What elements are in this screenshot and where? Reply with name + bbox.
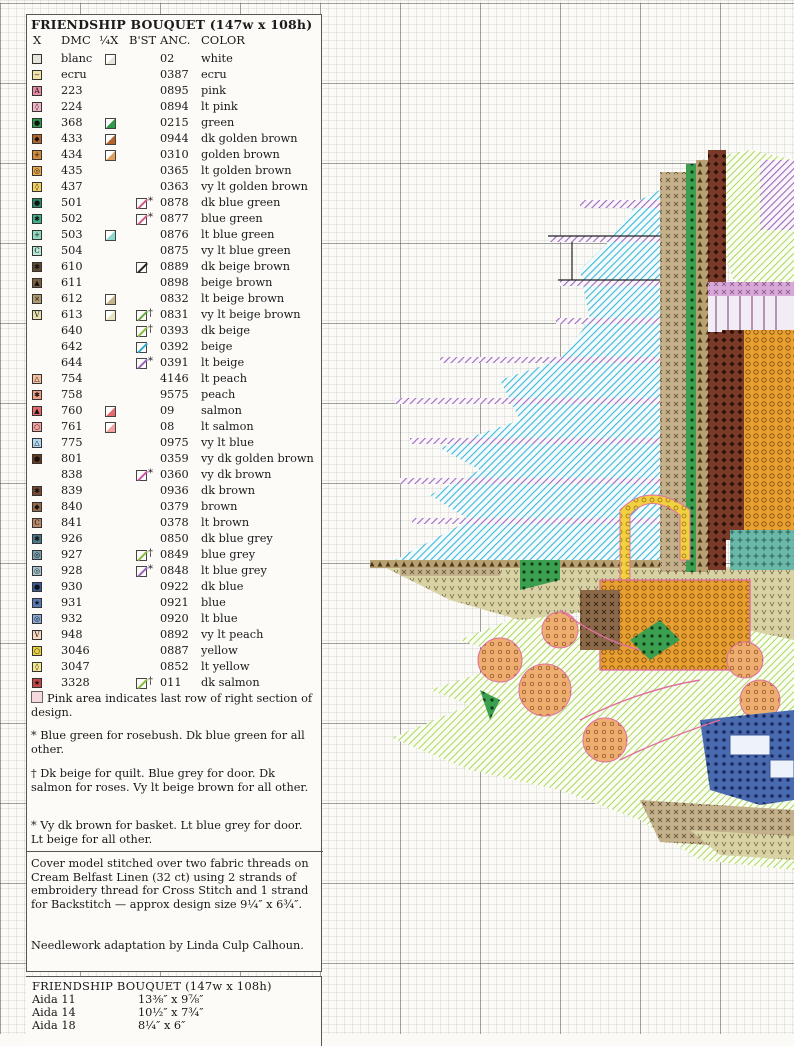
anchor-number: 4146 (160, 372, 189, 385)
stitch-symbol-icon: ○ (33, 423, 41, 431)
color-name: lt peach (201, 372, 247, 385)
anchor-number: 0359 (160, 452, 189, 465)
legend-row (27, 275, 323, 291)
legend-row (27, 323, 323, 339)
backstitch-swatch-icon (136, 342, 147, 353)
anchor-number: 0379 (160, 500, 189, 513)
footnote-mark: * (148, 468, 153, 479)
color-name: dk brown (201, 484, 256, 497)
legend-row (27, 99, 323, 115)
color-name: yellow (201, 644, 238, 657)
footnote-mark: * (148, 564, 153, 575)
header-anc: ANC. (160, 33, 191, 47)
dmc-number: 761 (61, 420, 83, 433)
color-name: dk beige (201, 324, 251, 337)
color-name: pink (201, 84, 226, 97)
legend-row (27, 675, 323, 691)
backstitch-swatch-icon (136, 470, 147, 481)
dmc-number: 612 (61, 292, 83, 305)
color-name: vy lt blue green (201, 244, 291, 257)
anchor-number: 0849 (160, 548, 189, 561)
backstitch-swatch-icon (136, 326, 147, 337)
color-name: brown (201, 500, 238, 513)
quarter-stitch-swatch-icon (105, 406, 116, 417)
dmc-number: ecru (61, 68, 87, 81)
legend-row (27, 515, 323, 531)
dmc-number: 841 (61, 516, 83, 529)
stitch-symbol-icon: ✱ (32, 390, 42, 400)
legend-row (27, 643, 323, 659)
legend-row (27, 243, 323, 259)
anchor-number: 9575 (160, 388, 189, 401)
quarter-stitch-swatch-icon (105, 54, 116, 65)
legend-row (27, 467, 323, 483)
sizes-title: FRIENDSHIP BOUQUET (147w x 108h) (32, 979, 272, 993)
legend-row (27, 355, 323, 371)
note-asterisk-1: * Blue green for rosebush. Dk blue green for all other. (31, 729, 305, 756)
footnote-mark: † (148, 308, 153, 319)
dmc-number: blanc (61, 52, 93, 65)
dmc-number: 224 (61, 100, 83, 113)
stitch-symbol-icon: A (32, 86, 42, 96)
stitch-symbol-icon: ◎ (33, 615, 41, 623)
stitch-symbol-icon: ◎ (33, 567, 41, 575)
anchor-number: 0876 (160, 228, 189, 241)
backstitch-swatch-icon (136, 358, 147, 369)
legend-row (27, 211, 323, 227)
stitch-symbol-icon: ○ (33, 647, 41, 655)
legend-row (27, 195, 323, 211)
legend-row (27, 403, 323, 419)
quarter-stitch-swatch-icon (105, 150, 116, 161)
anchor-number: 0848 (160, 564, 189, 577)
legend-row (27, 115, 323, 131)
legend-row (27, 163, 323, 179)
fabric-name: Aida 11 (32, 993, 76, 1006)
fabric-name: Aida 14 (32, 1006, 76, 1019)
color-name: vy lt beige brown (201, 308, 301, 321)
stitch-symbol-icon: ◆ (32, 134, 42, 144)
color-key-panel (26, 14, 322, 972)
dmc-number: 930 (61, 580, 83, 593)
stitch-symbol-icon: × (32, 294, 42, 304)
dmc-number: 642 (61, 340, 83, 353)
stitch-symbol-icon: ◎ (33, 551, 41, 559)
legend-row (27, 547, 323, 563)
legend-row (27, 179, 323, 195)
dmc-number: 613 (61, 308, 83, 321)
legend-row (27, 147, 323, 163)
footnote-mark: * (148, 356, 153, 367)
header-color: COLOR (201, 33, 245, 47)
legend-row (27, 483, 323, 499)
stitch-symbol-icon: ◊ (32, 102, 42, 112)
dmc-number: 437 (61, 180, 83, 193)
color-name: dk golden brown (201, 132, 298, 145)
stitch-symbol-icon: V (32, 310, 42, 320)
dmc-number: 223 (61, 84, 83, 97)
stitch-symbol-icon: V (32, 630, 42, 640)
fabric-name: Aida 18 (32, 1019, 76, 1032)
color-name: dk blue green (201, 196, 281, 209)
dmc-number: 927 (61, 548, 83, 561)
divider (27, 851, 323, 852)
legend-row (27, 451, 323, 467)
legend-row (27, 435, 323, 451)
legend-row (27, 227, 323, 243)
anchor-number: 0920 (160, 612, 189, 625)
footnote-mark: † (148, 324, 153, 335)
header-backstitch: B'ST (129, 33, 157, 47)
stitch-symbol-icon: ● (33, 455, 41, 463)
dmc-number: 801 (61, 452, 83, 465)
legend-row (27, 387, 323, 403)
color-name: green (201, 116, 235, 129)
fabric-design-size: 13⅜″ x 9⅞″ (138, 993, 204, 1006)
stitch-symbol-icon: ◊ (32, 662, 42, 672)
anchor-number: 09 (160, 404, 175, 417)
anchor-number: 0378 (160, 516, 189, 529)
legend-row (27, 419, 323, 435)
dmc-number: 368 (61, 116, 83, 129)
stitch-symbol-icon: C (32, 246, 42, 256)
color-name: golden brown (201, 148, 280, 161)
anchor-number: 0831 (160, 308, 189, 321)
design-size-panel (26, 976, 322, 1046)
anchor-number: 011 (160, 676, 182, 689)
dmc-number: 760 (61, 404, 83, 417)
stitch-symbol-icon: ◆ (32, 502, 42, 512)
dmc-number: 932 (61, 612, 83, 625)
legend-title: FRIENDSHIP BOUQUET (147w x 108h) (31, 17, 313, 32)
stitch-symbol-icon: ✱ (32, 262, 42, 272)
stitch-symbol-icon: ● (33, 199, 41, 207)
legend-row (27, 67, 323, 83)
anchor-number: 0922 (160, 580, 189, 593)
footnote-mark: † (148, 676, 153, 687)
quarter-stitch-swatch-icon (105, 118, 116, 129)
dmc-number: 433 (61, 132, 83, 145)
dmc-number: 754 (61, 372, 83, 385)
dmc-number: 3046 (61, 644, 90, 657)
stitch-symbol-icon: △ (32, 374, 42, 384)
quarter-stitch-swatch-icon (105, 310, 116, 321)
stitch-symbol-icon: ✱ (32, 214, 42, 224)
anchor-number: 08 (160, 420, 175, 433)
pink-swatch-icon (31, 691, 43, 703)
stitch-symbol-icon: ● (33, 583, 41, 591)
color-name: lt golden brown (201, 164, 292, 177)
anchor-number: 0895 (160, 84, 189, 97)
dmc-number: 435 (61, 164, 83, 177)
backstitch-swatch-icon (136, 678, 147, 689)
backstitch-swatch-icon (136, 310, 147, 321)
color-name: peach (201, 388, 236, 401)
anchor-number: 0936 (160, 484, 189, 497)
color-name: beige brown (201, 276, 273, 289)
color-name: lt salmon (201, 420, 254, 433)
stitch-symbol-icon: + (32, 150, 42, 160)
anchor-number: 0360 (160, 468, 189, 481)
legend-row (27, 51, 323, 67)
color-name: dk salmon (201, 676, 260, 689)
anchor-number: 0310 (160, 148, 189, 161)
legend-row (27, 531, 323, 547)
anchor-number: 0387 (160, 68, 189, 81)
footnote-mark: * (148, 196, 153, 207)
color-name: ecru (201, 68, 227, 81)
legend-row (27, 307, 323, 323)
dmc-number: 928 (61, 564, 83, 577)
legend-row (27, 371, 323, 387)
legend-row (27, 339, 323, 355)
legend-row (27, 659, 323, 675)
legend-row (27, 627, 323, 643)
dmc-number: 504 (61, 244, 83, 257)
legend-row (27, 563, 323, 579)
legend-row (27, 291, 323, 307)
stitch-symbol-icon (32, 54, 42, 64)
header-dmc: DMC (61, 33, 91, 47)
stitch-symbol-icon: ▲ (32, 406, 42, 416)
anchor-number: 0944 (160, 132, 189, 145)
backstitch-swatch-icon (136, 198, 147, 209)
legend-row (27, 131, 323, 147)
color-name: lt blue (201, 612, 238, 625)
legend-row (27, 611, 323, 627)
stitch-symbol-icon: ✱ (32, 486, 42, 496)
color-name: blue grey (201, 548, 256, 561)
header-x: X (33, 33, 42, 47)
backstitch-swatch-icon (136, 550, 147, 561)
color-name: lt pink (201, 100, 238, 113)
color-name: lt yellow (201, 660, 250, 673)
legend-row (27, 83, 323, 99)
footnote-mark: * (148, 212, 153, 223)
dmc-number: 926 (61, 532, 83, 545)
dmc-number: 838 (61, 468, 83, 481)
anchor-number: 0878 (160, 196, 189, 209)
anchor-number: 0894 (160, 100, 189, 113)
color-name: vy lt peach (201, 628, 264, 641)
dmc-number: 840 (61, 500, 83, 513)
legend-row (27, 259, 323, 275)
color-name: salmon (201, 404, 242, 417)
fabric-design-size: 10½″ x 7¾″ (138, 1006, 204, 1019)
footnote-mark: † (148, 548, 153, 559)
dmc-number: 610 (61, 260, 83, 273)
dmc-number: 611 (61, 276, 83, 289)
backstitch-swatch-icon (136, 214, 147, 225)
color-name: beige (201, 340, 233, 353)
stitch-symbol-icon: ✱ (32, 534, 42, 544)
quarter-stitch-swatch-icon (105, 134, 116, 145)
anchor-number: 0832 (160, 292, 189, 305)
dmc-number: 503 (61, 228, 83, 241)
legend-row (27, 579, 323, 595)
anchor-number: 0877 (160, 212, 189, 225)
anchor-number: 0875 (160, 244, 189, 257)
anchor-number: 0215 (160, 116, 189, 129)
color-name: lt blue grey (201, 564, 267, 577)
note-asterisk-2: * Vy dk brown for basket. Lt blue grey for door. Lt beige for all other. (31, 819, 303, 846)
anchor-number: 0365 (160, 164, 189, 177)
anchor-number: 0887 (160, 644, 189, 657)
color-name: white (201, 52, 233, 65)
stitch-symbol-icon: + (32, 230, 42, 240)
note-dagger: † Dk beige for quilt. Blue grey for door. Dk salmon for roses. Vy lt beige brown for all other. (31, 767, 309, 794)
anchor-number: 0391 (160, 356, 189, 369)
dmc-number: 3328 (61, 676, 90, 689)
anchor-number: 0363 (160, 180, 189, 193)
color-name: dk beige brown (201, 260, 291, 273)
anchor-number: 02 (160, 52, 175, 65)
stitch-symbol-icon: ★ (33, 679, 41, 687)
dmc-number: 775 (61, 436, 83, 449)
cover-model-note: Cover model stitched over two fabric threads on Cream Belfast Linen (32 ct) using 2 strands of embroidery thread for Cross Stitch and 1 strand for Backstitch — approx design size 9¼″ x 6¾″. (31, 857, 309, 911)
color-name: lt beige (201, 356, 245, 369)
color-name: dk blue grey (201, 532, 273, 545)
legend-row (27, 595, 323, 611)
anchor-number: 0852 (160, 660, 189, 673)
dmc-number: 948 (61, 628, 83, 641)
color-name: blue green (201, 212, 263, 225)
anchor-number: 0889 (160, 260, 189, 273)
quarter-stitch-swatch-icon (105, 294, 116, 305)
anchor-number: 0892 (160, 628, 189, 641)
stitch-symbol-icon: △ (32, 438, 42, 448)
pink-area-note: Pink area indicates last row of right section of design. (31, 692, 313, 719)
dmc-number: 758 (61, 388, 83, 401)
quarter-stitch-swatch-icon (105, 230, 116, 241)
anchor-number: 0898 (160, 276, 189, 289)
dmc-number: 434 (61, 148, 83, 161)
dmc-number: 502 (61, 212, 83, 225)
anchor-number: 0393 (160, 324, 189, 337)
stitch-symbol-icon: C (32, 518, 42, 528)
quarter-stitch-swatch-icon (105, 422, 116, 433)
dmc-number: 501 (61, 196, 83, 209)
legend-row (27, 499, 323, 515)
color-name: lt beige brown (201, 292, 285, 305)
backstitch-swatch-icon (136, 566, 147, 577)
stitch-symbol-icon: ▲ (32, 278, 42, 288)
stitch-symbol-icon: − (32, 70, 42, 80)
anchor-number: 0921 (160, 596, 189, 609)
header-quarter: ¼X (99, 33, 119, 47)
dmc-number: 3047 (61, 660, 90, 673)
dmc-number: 839 (61, 484, 83, 497)
color-name: lt blue green (201, 228, 275, 241)
color-name: vy lt golden brown (201, 180, 308, 193)
dmc-number: 640 (61, 324, 83, 337)
color-name: vy dk brown (201, 468, 272, 481)
stitch-symbol-icon: ★ (33, 599, 41, 607)
anchor-number: 0975 (160, 436, 189, 449)
anchor-number: 0392 (160, 340, 189, 353)
fabric-design-size: 8¼″ x 6″ (138, 1019, 186, 1032)
dmc-number: 644 (61, 356, 83, 369)
color-name: dk blue (201, 580, 244, 593)
color-name: vy lt blue (201, 436, 254, 449)
color-name: lt brown (201, 516, 250, 529)
stitch-symbol-icon: ◊ (32, 182, 42, 192)
dmc-number: 931 (61, 596, 83, 609)
stitch-symbol-icon: ● (33, 119, 41, 127)
adaptation-credit: Needlework adaptation by Linda Culp Calhoun. (31, 939, 304, 952)
color-name: blue (201, 596, 226, 609)
color-name: vy dk golden brown (201, 452, 314, 465)
stitch-symbol-icon: ◎ (33, 167, 41, 175)
anchor-number: 0850 (160, 532, 189, 545)
backstitch-swatch-icon (136, 262, 147, 273)
